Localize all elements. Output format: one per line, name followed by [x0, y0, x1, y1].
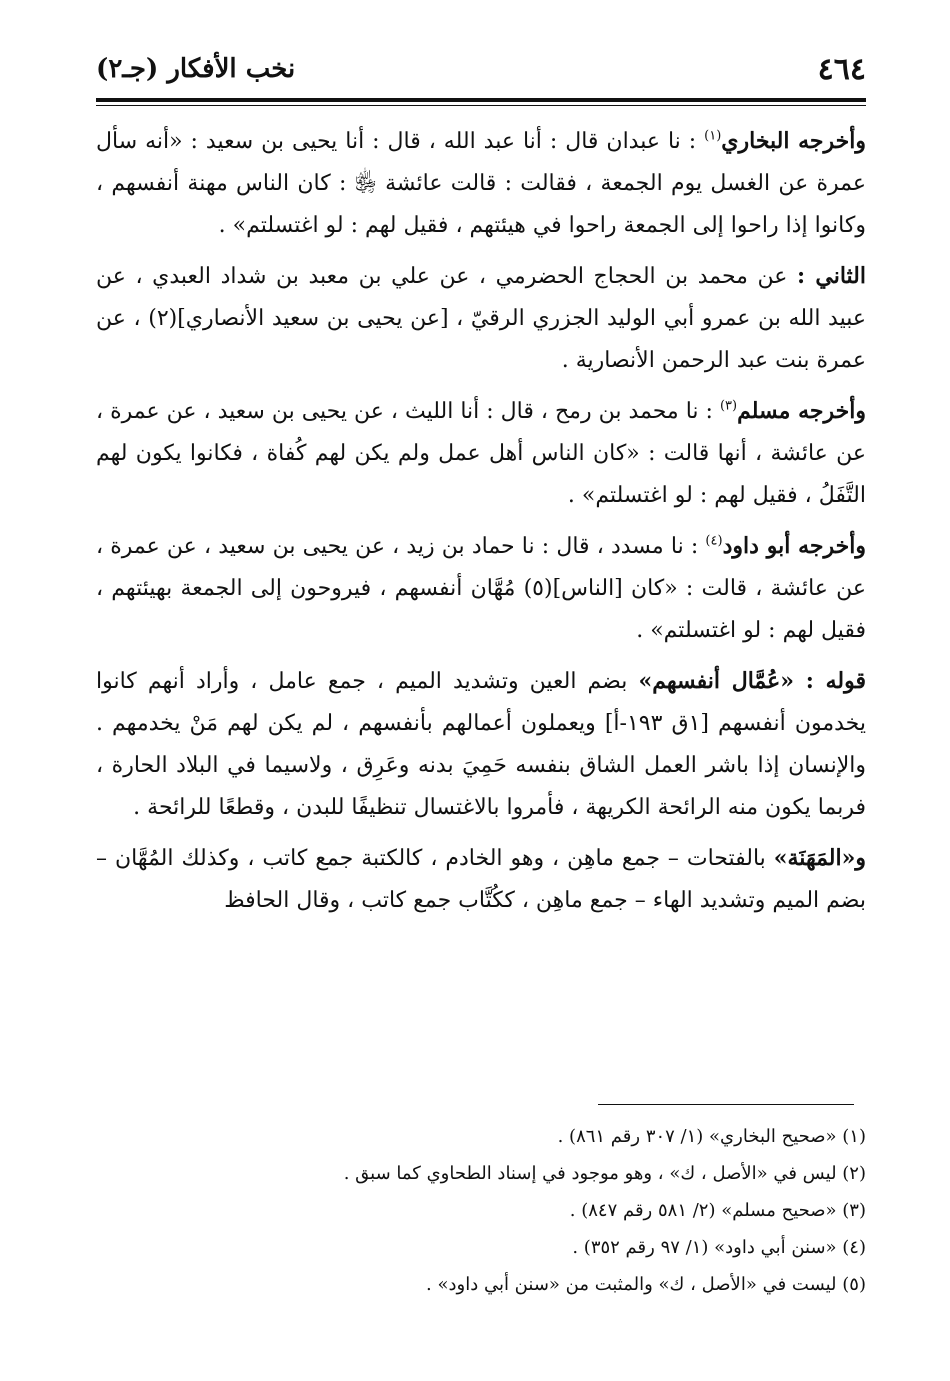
paragraph-text: : نا عبدان قال : أنا عبد الله ، قال : أنا يحيى بن سعيد : «أنه سأل عمرة عن الغسل يوم الجمعة ، فقالت : قالت عائشة ﵂ : كان الناس مهنة أنفسهم ، وكانوا إذا راحوا إلى الجمعة راحوا في هيئتهم ، فقيل لهم : لو اغتسلتم» .	[96, 129, 866, 238]
paragraph	[96, 120, 866, 247]
running-title: نخب الأفكار (جـ٢)	[96, 54, 296, 84]
footnotes	[96, 1118, 866, 1303]
paragraph-lead: وأخرجه مسلم	[737, 398, 866, 424]
paragraph	[96, 837, 866, 922]
header-rule-thin	[96, 105, 866, 106]
paragraph	[96, 525, 866, 652]
footnote: (٣) «صحيح مسلم» (٢/ ٥٨١ رقم ٨٤٧) .	[569, 1200, 866, 1221]
footnote: (٤) «سنن أبي داود» (١/ ٩٧ رقم ٣٥٢) .	[572, 1237, 866, 1258]
paragraph	[96, 390, 866, 517]
paragraph-text: بالفتحات – جمع ماهِن ، وهو الخادم ، كالكتبة جمع كاتب ، وكذلك المُهَّان – بضم الميم وتشديد الهاء – جمع ماهِن ، ككُتَّاب جمع كاتب ، وقال الحافظ	[96, 846, 866, 913]
paragraph-text: : نا مسدد ، قال : نا حماد بن زيد ، عن يحيى بن سعيد ، عن عمرة ، عن عائشة ، قالت : «كان [الناس](٥) مُهَّان أنفسهم ، فيروحون إلى الجمعة بهيئتهم ، فقيل لهم : لو اغتسلتم» .	[96, 534, 866, 643]
paragraph-lead: الثاني :	[797, 263, 866, 289]
paragraph-lead: و«المَهَنَة»	[773, 845, 866, 871]
paragraph-text: بضم العين وتشديد الميم ، جمع عامل ، وأراد أنهم كانوا يخدمون أنفسهم [١ق ١٩٣-أ] ويعملون أعمالهم بأنفسهم ، لم يكن لهم مَنْ يخدمهم . والإنسان إذا باشر العمل الشاق بنفسه حَمِيَ بدنه وعَرِق ، ولاسيما في البلاد الحارة ، فربما يكون منه الرائحة الكريهة ، فأمروا بالاغتسال تنظيفًا للبدن ، وقطعًا للرائحة .	[96, 669, 867, 820]
footnote-rule	[598, 1104, 854, 1105]
paragraph-text: عن محمد بن الحجاج الحضرمي ، عن علي بن معبد بن شداد العبدي ، عن عبيد الله بن عمرو أبي الوليد الجزري الرقيّ ، [عن يحيى بن سعيد الأنصاري](٢) ، عن عمرة بنت عبد الرحمن الأنصارية .	[96, 264, 867, 373]
main-text	[96, 120, 866, 930]
paragraph	[96, 255, 866, 382]
footnote: (١) «صحيح البخاري» (١/ ٣٠٧ رقم ٨٦١) .	[557, 1126, 866, 1147]
paragraph-text: : نا محمد بن رمح ، قال : أنا الليث ، عن يحيى بن سعيد ، عن عمرة ، عن عائشة ، أنها قالت : «كان الناس أهل عمل ولم يكن لهم كُفاة ، فكانوا يكون لهم التَّفَلُ ، فقيل لهم : لو اغتسلتم» .	[96, 399, 866, 508]
footnote-ref: (١)	[704, 128, 722, 144]
page-number: ٤٦٤	[817, 52, 866, 87]
paragraph-lead: قوله : «عُمَّال أنفسهم»	[638, 668, 866, 694]
footnote-ref: (٣)	[719, 398, 738, 414]
paragraph	[96, 660, 866, 829]
footnote-ref: (٤)	[705, 533, 723, 549]
page-header	[96, 52, 866, 96]
paragraph-lead: وأخرجه أبو داود	[722, 533, 867, 559]
footnote: (٢) ليس في «الأصل ، ك» ، وهو موجود في إسناد الطحاوي كما سبق .	[343, 1163, 866, 1184]
header-rule	[96, 98, 866, 102]
footnote: (٥) ليست في «الأصل ، ك» والمثبت من «سنن أبي داود» .	[426, 1274, 866, 1295]
paragraph-lead: وأخرجه البخاري	[721, 128, 867, 154]
